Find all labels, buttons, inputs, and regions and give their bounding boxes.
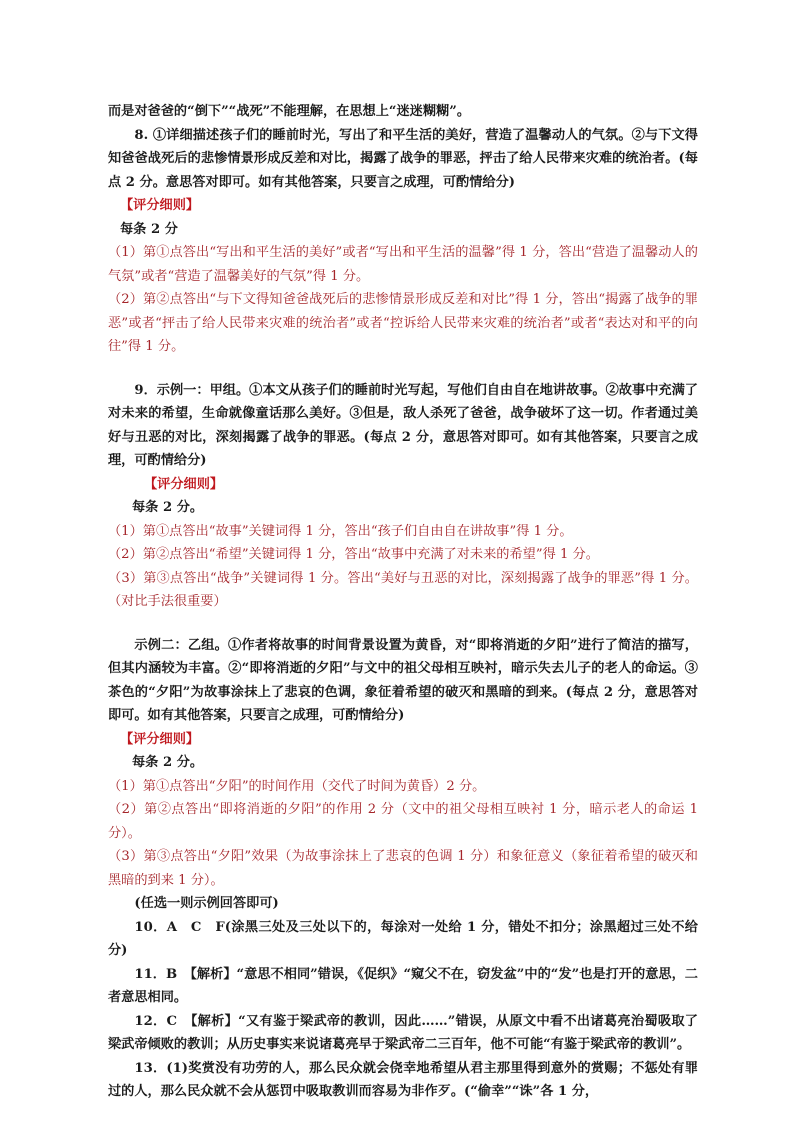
answer-10: 10．A C F(涂黑三处及三处以下的，每涂对一处给 1 分，错处不扣分；涂黑超过三处不给分) <box>108 919 698 958</box>
scoring-heading-9a: 【评分细则】 <box>144 476 224 492</box>
scoring-each-9b: 每条 2 分。 <box>132 755 204 770</box>
answer-12: 12．C 【解析】“又有鉴于梁武帝的教训，因此……”错误，从原文中看不出诸葛亮治蜀吸取了梁武帝倾败的教训；从历史事实来说诸葛亮早于梁武帝二三百年，他不可能“有鉴于梁武帝的教训”。 <box>108 1013 698 1052</box>
answer-13: 13．(1)奖赏没有功劳的人，那么民众就会侥幸地希望从君主那里得到意外的赏赐；不惩处有罪过的人，那么民众就不会从惩罚中吸取教训而容易为非作歹。(“偷幸”“诛”各 1 分， <box>108 1060 698 1099</box>
answer-11: 11．B 【解析】“意思不相同”错误，《促织》“窥父不在，窃发盆”中的“发”也是打开的意思，二者意思相同。 <box>108 966 698 1005</box>
scoring-9b-3: （3）第③点答出“夕阳”效果（为故事涂抹上了悲哀的色调 1 分）和象征意义（象征着希望的破灭和黑暗的到来 1 分）。 <box>108 849 698 888</box>
line-7-end: 而是对爸爸的“倒下”“战死”不能理解，在思想上“迷迷糊糊”。 <box>108 104 471 119</box>
scoring-heading-9b: 【评分细则】 <box>120 731 200 747</box>
answer-8: 8. ①详细描述孩子们的睡前时光，写出了和平生活的美好，营造了温馨动人的气氛。②与下文得知爸爸战死后的悲惨情景形成反差和对比，揭露了战争的罪恶，抨击了给人民带来灾难的统治者。(每点 2 分。意思答对即可。如有其他答案，只要言之成理，可酌情给分) <box>108 127 698 190</box>
scoring-each-9a: 每条 2 分。 <box>132 500 204 515</box>
scoring-8-2: （2）第②点答出“与下文得知爸爸战死后的悲惨情景形成反差和对比”得 1 分，答出“揭露了战争的罪恶”或者“抨击了给人民带来灾难的统治者”或者“控诉给人民带来灾难的统治者”或者“表达对和平的向往”得 1 分。 <box>108 292 698 354</box>
scoring-8-1: （1）第①点答出“写出和平生活的美好”或者“写出和平生活的温馨”得 1 分，答出“营造了温馨动人的气氛”或者“营造了温馨美好的气氛”得 1 分。 <box>108 245 698 284</box>
scoring-9a-2: （2）第②点答出“希望”关键词得 1 分，答出“故事中充满了对未来的希望”得 1 分。 <box>108 547 599 562</box>
scoring-9a-3: （3）第③点答出“战争”关键词得 1 分。答出“美好与丑恶的对比，深刻揭露了战争的罪恶”得 1 分。（对比手法很重要） <box>108 570 698 609</box>
scoring-each-8: 每条 2 分 <box>120 221 178 237</box>
scoring-heading-8: 【评分细则】 <box>120 198 200 213</box>
scoring-9b-1: （1）第①点答出“夕阳”的时间作用（交代了时间为黄昏）2 分。 <box>108 778 486 794</box>
answer-9-example-1: 9．示例一：甲组。①本文从孩子们的睡前时光写起，写他们自由自在地讲故事。②故事中充满了对未来的希望，生命就像童话那么美好。③但是，敌人杀死了爸爸，战争破坏了这一切。作者通过美好与丑恶的对比，深刻揭露了战争的罪恶。(每点 2 分，意思答对即可。如有其他答案，只要言之成理，可酌情给分) <box>108 382 698 468</box>
scoring-9a-1: （1）第①点答出“故事”关键词得 1 分，答出“孩子们自由自在讲故事”得 1 分。 <box>108 523 573 539</box>
choose-one-note: (任选一则示例回答即可) <box>134 896 279 911</box>
answer-text <box>108 100 698 1104</box>
answer-9-example-2: 示例二：乙组。①作者将故事的时间背景设置为黄昏，对“即将消逝的夕阳”进行了简洁的描写，但其内涵较为丰富。②“即将消逝的夕阳”与文中的祖父母相互映衬，暗示失去儿子的老人的命运。③茶色的“夕阳”为故事涂抹上了悲哀的色调，象征着希望的破灭和黑暗的到来。(每点 2 分，意思答对即可。如有其他答案，只要言之成理，可酌情给分) <box>108 637 698 723</box>
scoring-9b-2: （2）第②点答出“即将消逝的夕阳”的作用 2 分（文中的祖父母相互映衬 1 分，暗示老人的命运 1 分）。 <box>108 802 698 841</box>
